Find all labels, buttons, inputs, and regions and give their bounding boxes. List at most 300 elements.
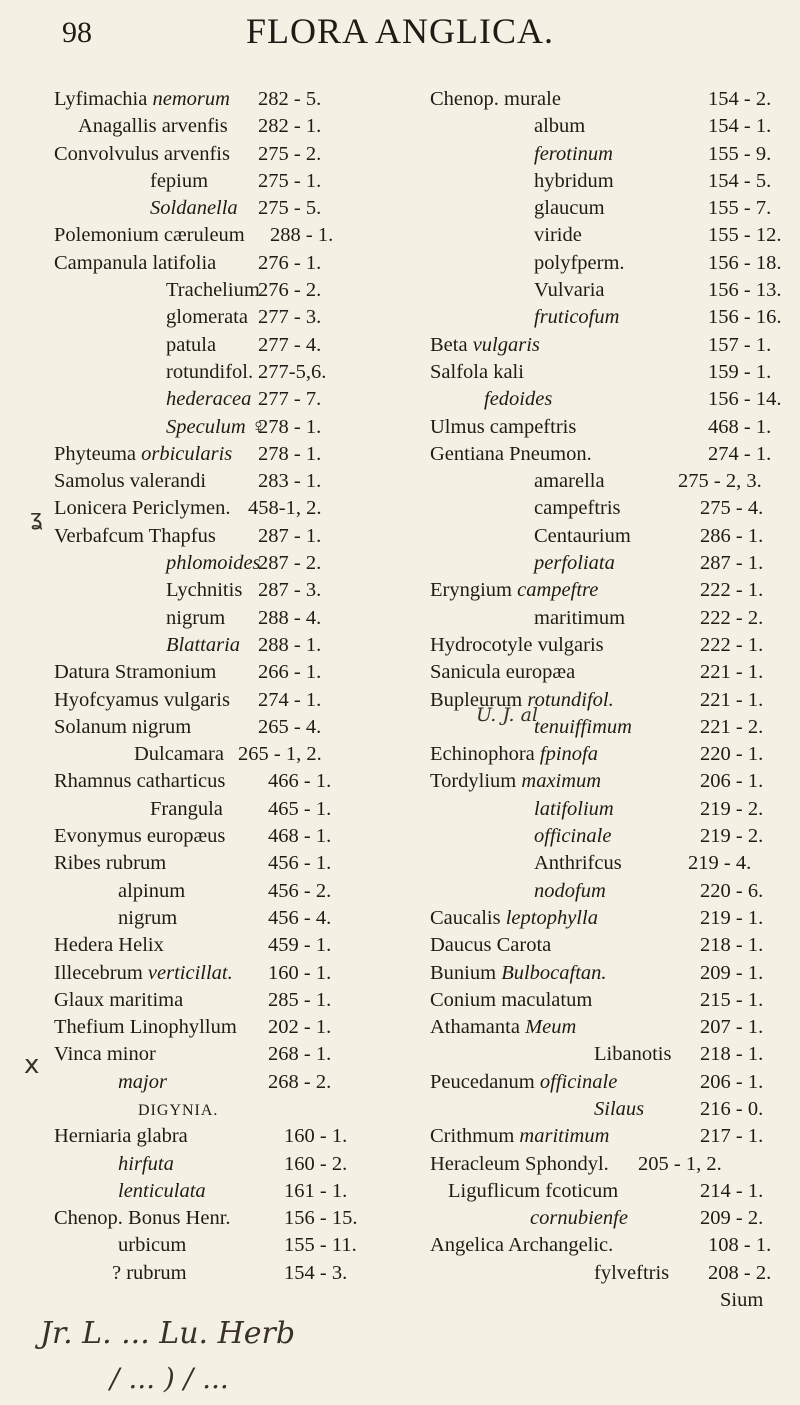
entry-name-part: rotundifol. (527, 688, 614, 711)
index-entry (54, 632, 432, 659)
entry-name-part: Herniaria glabra (54, 1125, 188, 1148)
index-entry (430, 468, 778, 495)
entry-name-part: phlomoides (166, 552, 261, 575)
entry-name-part: major (118, 1070, 167, 1093)
index-entry (54, 1205, 432, 1232)
index-entry (430, 304, 782, 331)
entry-reference: 217 - 1. (700, 1125, 764, 1148)
entry-name-part: Hedera Helix (54, 934, 164, 957)
entry-name (430, 86, 561, 113)
entry-name (430, 1151, 609, 1178)
entry-reference: 160 - 1. (284, 1125, 348, 1148)
index-entry (430, 359, 778, 386)
entry-name (534, 796, 614, 823)
entry-name-part: Centaurium (534, 524, 631, 547)
index-entry (54, 304, 432, 331)
entry-reference: 282 - 1. (258, 115, 322, 138)
entry-name (534, 113, 585, 140)
entry-name (534, 141, 613, 168)
entry-reference: 209 - 2. (700, 1207, 764, 1230)
entry-name (54, 86, 230, 113)
entry-reference: 156 - 15. (284, 1207, 358, 1230)
entry-reference: 277 - 7. (258, 388, 322, 411)
index-entry (430, 113, 778, 140)
entry-reference: 154 - 3. (284, 1261, 348, 1284)
entry-reference: 219 - 4. (688, 852, 752, 875)
entry-name (430, 1069, 617, 1096)
entry-name-part: Thefium Linophyllum (54, 1016, 237, 1039)
index-entry (430, 523, 778, 550)
entry-name (54, 1041, 156, 1068)
entry-reference: 156 - 13. (708, 279, 782, 302)
entry-name (150, 796, 223, 823)
entry-name-part: Sanicula europæa (430, 661, 576, 684)
index-entry (54, 878, 432, 905)
entry-name-part: hybridum (534, 169, 614, 192)
entry-name (150, 168, 208, 195)
entry-name (54, 523, 216, 550)
entry-reference: 155 - 7. (708, 197, 772, 220)
index-entry (430, 1096, 778, 1123)
entry-reference: 288 - 4. (258, 606, 322, 629)
entry-reference: 275 - 2, 3. (678, 470, 762, 493)
entry-name-part: Beta (430, 333, 473, 356)
entry-name-part: maximum (521, 770, 602, 793)
entry-name-part: maritimum (534, 606, 626, 629)
entry-name (54, 141, 230, 168)
entry-name-part: Speculum ♀ (166, 415, 267, 438)
index-entry (54, 1232, 432, 1259)
entry-name-part: Gentiana Pneumon. (430, 442, 592, 465)
entry-name-part: ? rubrum (112, 1261, 187, 1284)
entry-name (430, 905, 598, 932)
entry-name (118, 1151, 174, 1178)
entry-name-part: latifolium (534, 797, 614, 820)
entry-reference: 287 - 1. (258, 524, 322, 547)
index-entry (54, 823, 432, 850)
entry-name-part: Anthrifcus (534, 852, 622, 875)
index-entry (430, 1260, 778, 1287)
entry-reference: 156 - 14. (708, 388, 782, 411)
entry-name-part: Lonicera Periclymen. (54, 497, 231, 520)
entry-reference: 459 - 1. (268, 934, 332, 957)
index-entry (54, 332, 432, 359)
entry-name (166, 414, 266, 441)
entry-name-part: Conium maculatum (430, 988, 593, 1011)
entry-name-part: hirfuta (118, 1152, 174, 1175)
entry-reference: 466 - 1. (268, 770, 332, 793)
entry-name (534, 850, 622, 877)
entry-reference: 108 - 1. (708, 1234, 772, 1257)
index-entry (54, 714, 432, 741)
index-entry (430, 1014, 778, 1041)
entry-name-part: orbicularis (141, 442, 233, 465)
entry-reference: 206 - 1. (700, 770, 764, 793)
entry-name (166, 386, 251, 413)
entry-reference: 275 - 1. (258, 169, 322, 192)
margin-handwritten-initials: U. J. al (476, 704, 538, 726)
entry-name (430, 932, 551, 959)
entry-reference: 468 - 1. (708, 415, 772, 438)
entry-reference: 154 - 5. (708, 169, 772, 192)
entry-reference: 161 - 1. (284, 1179, 348, 1202)
index-entry (54, 687, 432, 714)
entry-reference: 206 - 1. (700, 1070, 764, 1093)
entry-name (430, 741, 598, 768)
entry-name-part: Ribes rubrum (54, 852, 167, 875)
entry-name-part: Illecebrum (54, 961, 148, 984)
entry-name-part: Caucalis (430, 906, 506, 929)
entry-name-part: patula (166, 333, 217, 356)
entry-name (534, 714, 632, 741)
entry-reference: 274 - 1. (708, 442, 772, 465)
entry-name (534, 523, 631, 550)
index-entry (430, 932, 778, 959)
entry-name (534, 277, 605, 304)
index-entry (430, 195, 778, 222)
index-entry (430, 905, 778, 932)
index-entry (54, 195, 432, 222)
entry-reference: 202 - 1. (268, 1016, 332, 1039)
index-entry (54, 468, 432, 495)
entry-name-part: Datura Stramonium (54, 661, 217, 684)
entry-reference: 222 - 1. (700, 633, 764, 656)
entry-name (430, 1232, 613, 1259)
index-entry (54, 386, 432, 413)
index-entry (54, 86, 432, 113)
entry-name (150, 195, 238, 222)
entry-name-part: Daucus Carota (430, 934, 552, 957)
entry-name-part: Polemonium cæruleum (54, 224, 245, 247)
index-entry (430, 277, 782, 304)
entry-name-part: Phyteuma (54, 442, 142, 465)
entry-name-part: officinale (539, 1070, 618, 1093)
entry-name-part: vulgaris (472, 333, 540, 356)
entry-name-part: verticillat. (147, 961, 233, 984)
entry-name (534, 823, 611, 850)
entry-name (118, 1178, 206, 1205)
entry-name-part: Solanum nigrum (54, 715, 192, 738)
entry-name (430, 659, 575, 686)
entry-reference: 277 - 4. (258, 333, 322, 356)
entry-reference: 275 - 5. (258, 197, 322, 220)
entry-name (534, 222, 582, 249)
entry-name-part: Vulvaria (534, 279, 605, 302)
entry-name (166, 550, 261, 577)
entry-name (430, 577, 598, 604)
entry-name-part: Evonymus europæus (54, 825, 226, 848)
entry-name (534, 250, 625, 277)
index-entry (54, 1123, 432, 1150)
entry-reference: 278 - 1. (258, 442, 322, 465)
entry-name (54, 850, 166, 877)
entry-name (720, 1287, 763, 1314)
entry-name-part: Liguflicum fcoticum (448, 1179, 619, 1202)
entry-reference: 268 - 2. (268, 1070, 332, 1093)
entry-reference: 154 - 1. (708, 115, 772, 138)
index-entry (54, 168, 432, 195)
entry-name (138, 1096, 218, 1124)
entry-reference: 276 - 2. (258, 279, 322, 302)
entry-name (166, 277, 260, 304)
entry-reference: 275 - 4. (700, 497, 764, 520)
entry-reference: 157 - 1. (708, 333, 772, 356)
index-entry (54, 523, 432, 550)
index-entry (430, 1205, 778, 1232)
index-entry (430, 659, 778, 686)
entry-name (534, 468, 605, 495)
entry-name (54, 714, 191, 741)
entry-reference: 277-5,6. (258, 360, 327, 383)
index-entry (54, 1014, 432, 1041)
index-entry (54, 768, 432, 795)
entry-name (54, 823, 225, 850)
entry-name (448, 1178, 618, 1205)
entry-name-part: Libanotis (594, 1043, 672, 1066)
entry-name-part: glaucum (534, 197, 605, 220)
entry-name (166, 605, 225, 632)
entry-reference: 265 - 1, 2. (238, 743, 322, 766)
entry-name (54, 468, 206, 495)
entry-name (54, 1205, 231, 1232)
entry-name (534, 195, 605, 222)
entry-name (54, 1014, 237, 1041)
index-entry (430, 1232, 778, 1259)
entry-reference: 283 - 1. (258, 470, 322, 493)
entry-name-part: Soldanella (150, 197, 238, 220)
index-entry (54, 550, 432, 577)
entry-reference: 458-1, 2. (248, 497, 322, 520)
entry-reference: 207 - 1. (700, 1016, 764, 1039)
entry-reference: 156 - 18. (708, 251, 782, 274)
entry-reference: 219 - 1. (700, 906, 764, 929)
entry-name-part: Crithmum (430, 1125, 520, 1148)
index-entry (430, 850, 778, 877)
index-entry (54, 796, 432, 823)
entry-name (430, 359, 524, 386)
entry-reference: 218 - 1. (700, 934, 764, 957)
entry-name (430, 414, 576, 441)
entry-reference: 222 - 1. (700, 579, 764, 602)
entry-name-part: urbicum (118, 1234, 187, 1257)
entry-reference: 465 - 1. (268, 797, 332, 820)
entry-name-part: perfoliata (534, 552, 615, 575)
index-entry (54, 932, 432, 959)
entry-reference: 456 - 1. (268, 852, 332, 875)
index-entry (54, 987, 432, 1014)
index-entry (54, 1041, 432, 1068)
entry-name (594, 1096, 644, 1123)
index-entry (54, 359, 432, 386)
index-entry (430, 1178, 778, 1205)
entry-name (166, 359, 253, 386)
entry-reference: 160 - 2. (284, 1152, 348, 1175)
entry-name (54, 659, 216, 686)
entry-name (594, 1260, 669, 1287)
running-head: FLORA ANGLICA. (245, 11, 555, 51)
entry-name-part: campeftris (534, 497, 621, 520)
entry-name-part: nemorum (152, 88, 230, 110)
entry-reference: 456 - 4. (268, 906, 332, 929)
entry-name-part: ferotinum (534, 142, 613, 165)
index-entry (54, 222, 432, 249)
margin-cross-mark: x (24, 1050, 40, 1080)
index-entry (430, 1123, 778, 1150)
index-entry (430, 550, 778, 577)
entry-name (534, 495, 621, 522)
entry-reference: 275 - 2. (258, 142, 322, 165)
entry-name (54, 960, 233, 987)
entry-reference: 159 - 1. (708, 360, 772, 383)
entry-reference: 287 - 1. (700, 552, 764, 575)
entry-name (54, 987, 183, 1014)
entry-name-part: glomerata (166, 306, 248, 329)
margin-mark: ʓ (30, 506, 43, 531)
entry-name-part: Hyofcyamus vulgaris (54, 688, 230, 711)
entry-reference: 215 - 1. (700, 988, 764, 1011)
handwritten-signature-line-2: / ... ) / ... (110, 1362, 229, 1395)
entry-name (54, 932, 164, 959)
entry-reference: 220 - 6. (700, 879, 764, 902)
entry-name-part: Heracleum Sphondyl. (430, 1152, 609, 1175)
entry-name-part: Dulcamara (134, 743, 224, 766)
entry-reference: 160 - 1. (268, 961, 332, 984)
entry-name-part: fpinofa (539, 743, 598, 766)
entry-name-part: Athamanta (430, 1016, 526, 1039)
entry-name (430, 768, 601, 795)
entry-name (54, 768, 225, 795)
entry-name-part: Campanula latifolia (54, 251, 217, 274)
entry-name (54, 250, 216, 277)
entry-reference: 216 - 0. (700, 1097, 764, 1120)
entry-reference: 285 - 1. (268, 988, 332, 1011)
entry-name-part: Echinophora (430, 743, 540, 766)
entry-name (430, 332, 540, 359)
entry-name-part: fedoides (484, 388, 553, 411)
entry-reference: 155 - 9. (708, 142, 772, 165)
entry-name (54, 222, 245, 249)
left-column (54, 86, 432, 1287)
index-entry (54, 1151, 432, 1178)
entry-name-part: Blattaria (166, 633, 241, 656)
entry-reference: 222 - 2. (700, 606, 764, 629)
index-entry (430, 414, 778, 441)
index-entry (54, 605, 432, 632)
index-entry (54, 960, 432, 987)
entry-name (78, 113, 228, 140)
entry-name-part: Meum (525, 1016, 577, 1039)
entry-reference: 274 - 1. (258, 688, 322, 711)
entry-name-part: tenuiffimum (534, 715, 632, 738)
index-entry (430, 1041, 778, 1068)
entry-reference: 209 - 1. (700, 961, 764, 984)
entry-name (534, 304, 619, 331)
handwritten-signature-line: Jr. L. ... Lu. Herb (40, 1316, 296, 1351)
entry-name-part: lenticulata (118, 1179, 206, 1202)
index-entry (430, 878, 778, 905)
index-entry (430, 141, 778, 168)
entry-name (166, 304, 248, 331)
entry-name (534, 168, 614, 195)
index-entry (54, 441, 432, 468)
index-entry (54, 1260, 432, 1287)
index-entry (430, 250, 782, 277)
entry-name (534, 605, 625, 632)
entry-reference: 221 - 1. (700, 661, 764, 684)
entry-name-part: maritimum (519, 1125, 610, 1148)
entry-reference: 219 - 2. (700, 825, 764, 848)
entry-reference: 266 - 1. (258, 661, 322, 684)
entry-reference: 282 - 5. (258, 88, 322, 110)
index-entry (430, 960, 778, 987)
entry-name-part: hederacea (166, 388, 252, 411)
index-entry (54, 414, 432, 441)
index-entry (430, 332, 778, 359)
index-entry (54, 741, 432, 768)
entry-reference: 155 - 11. (284, 1234, 357, 1257)
entry-reference: 220 - 1. (700, 743, 764, 766)
entry-reference: 276 - 1. (258, 251, 322, 274)
entry-reference: 218 - 1. (700, 1043, 764, 1066)
index-entry (430, 577, 778, 604)
entry-name-part: Bupleurum (430, 688, 528, 711)
index-entry (430, 605, 778, 632)
entry-name (54, 687, 230, 714)
entry-name-part: rotundifol. (166, 360, 254, 383)
index-entry (430, 1151, 778, 1178)
entry-name-part: Chenop. murale (430, 88, 561, 110)
entry-name (112, 1260, 187, 1287)
index-entry (430, 987, 778, 1014)
entry-name-part: Trachelium (166, 279, 260, 302)
index-entry (54, 577, 432, 604)
entry-name-part: Convolvulus arvenfis (54, 142, 230, 165)
entry-reference: 287 - 2. (258, 552, 322, 575)
entry-name-part: fylveftris (594, 1261, 670, 1284)
entry-name-part: Vinca minor (54, 1043, 156, 1066)
entry-reference: 288 - 1. (270, 224, 334, 247)
right-column (430, 86, 782, 1314)
entry-name-part: Rhamnus catharticus (54, 770, 226, 793)
entry-name (594, 1041, 671, 1068)
entry-name (118, 1232, 186, 1259)
entry-name-part: Samolus valerandi (54, 470, 207, 493)
entry-name (166, 632, 240, 659)
index-entry (54, 905, 432, 932)
entry-name-part: fepium (150, 169, 209, 192)
index-entry (54, 141, 432, 168)
index-entry (54, 1069, 432, 1096)
entry-reference: 278 - 1. (258, 415, 322, 438)
entry-reference: 288 - 1. (258, 633, 322, 656)
entry-name-part: nigrum (118, 906, 178, 929)
entry-name-part: Angelica Archangelic. (430, 1234, 614, 1257)
entry-name-part: campeftre (517, 579, 599, 602)
entry-name (430, 632, 604, 659)
entry-name-part: cornubienfe (530, 1207, 628, 1230)
entry-reference: 208 - 2. (708, 1261, 772, 1284)
entry-reference: 456 - 2. (268, 879, 332, 902)
entry-name-part: Chenop. Bonus Henr. (54, 1207, 231, 1230)
entry-name (118, 905, 177, 932)
entry-name-part: polyfperm. (534, 251, 625, 274)
entry-name (430, 1014, 576, 1041)
entry-name-part: Eryngium (430, 579, 518, 602)
entry-name-part: Verbafcum Thapfus (54, 524, 216, 547)
entry-name-part: DIGYNIA. (138, 1101, 219, 1119)
entry-name-part: Bulbocaftan. (501, 961, 607, 984)
entry-name-part: Peucedanum (430, 1070, 540, 1093)
